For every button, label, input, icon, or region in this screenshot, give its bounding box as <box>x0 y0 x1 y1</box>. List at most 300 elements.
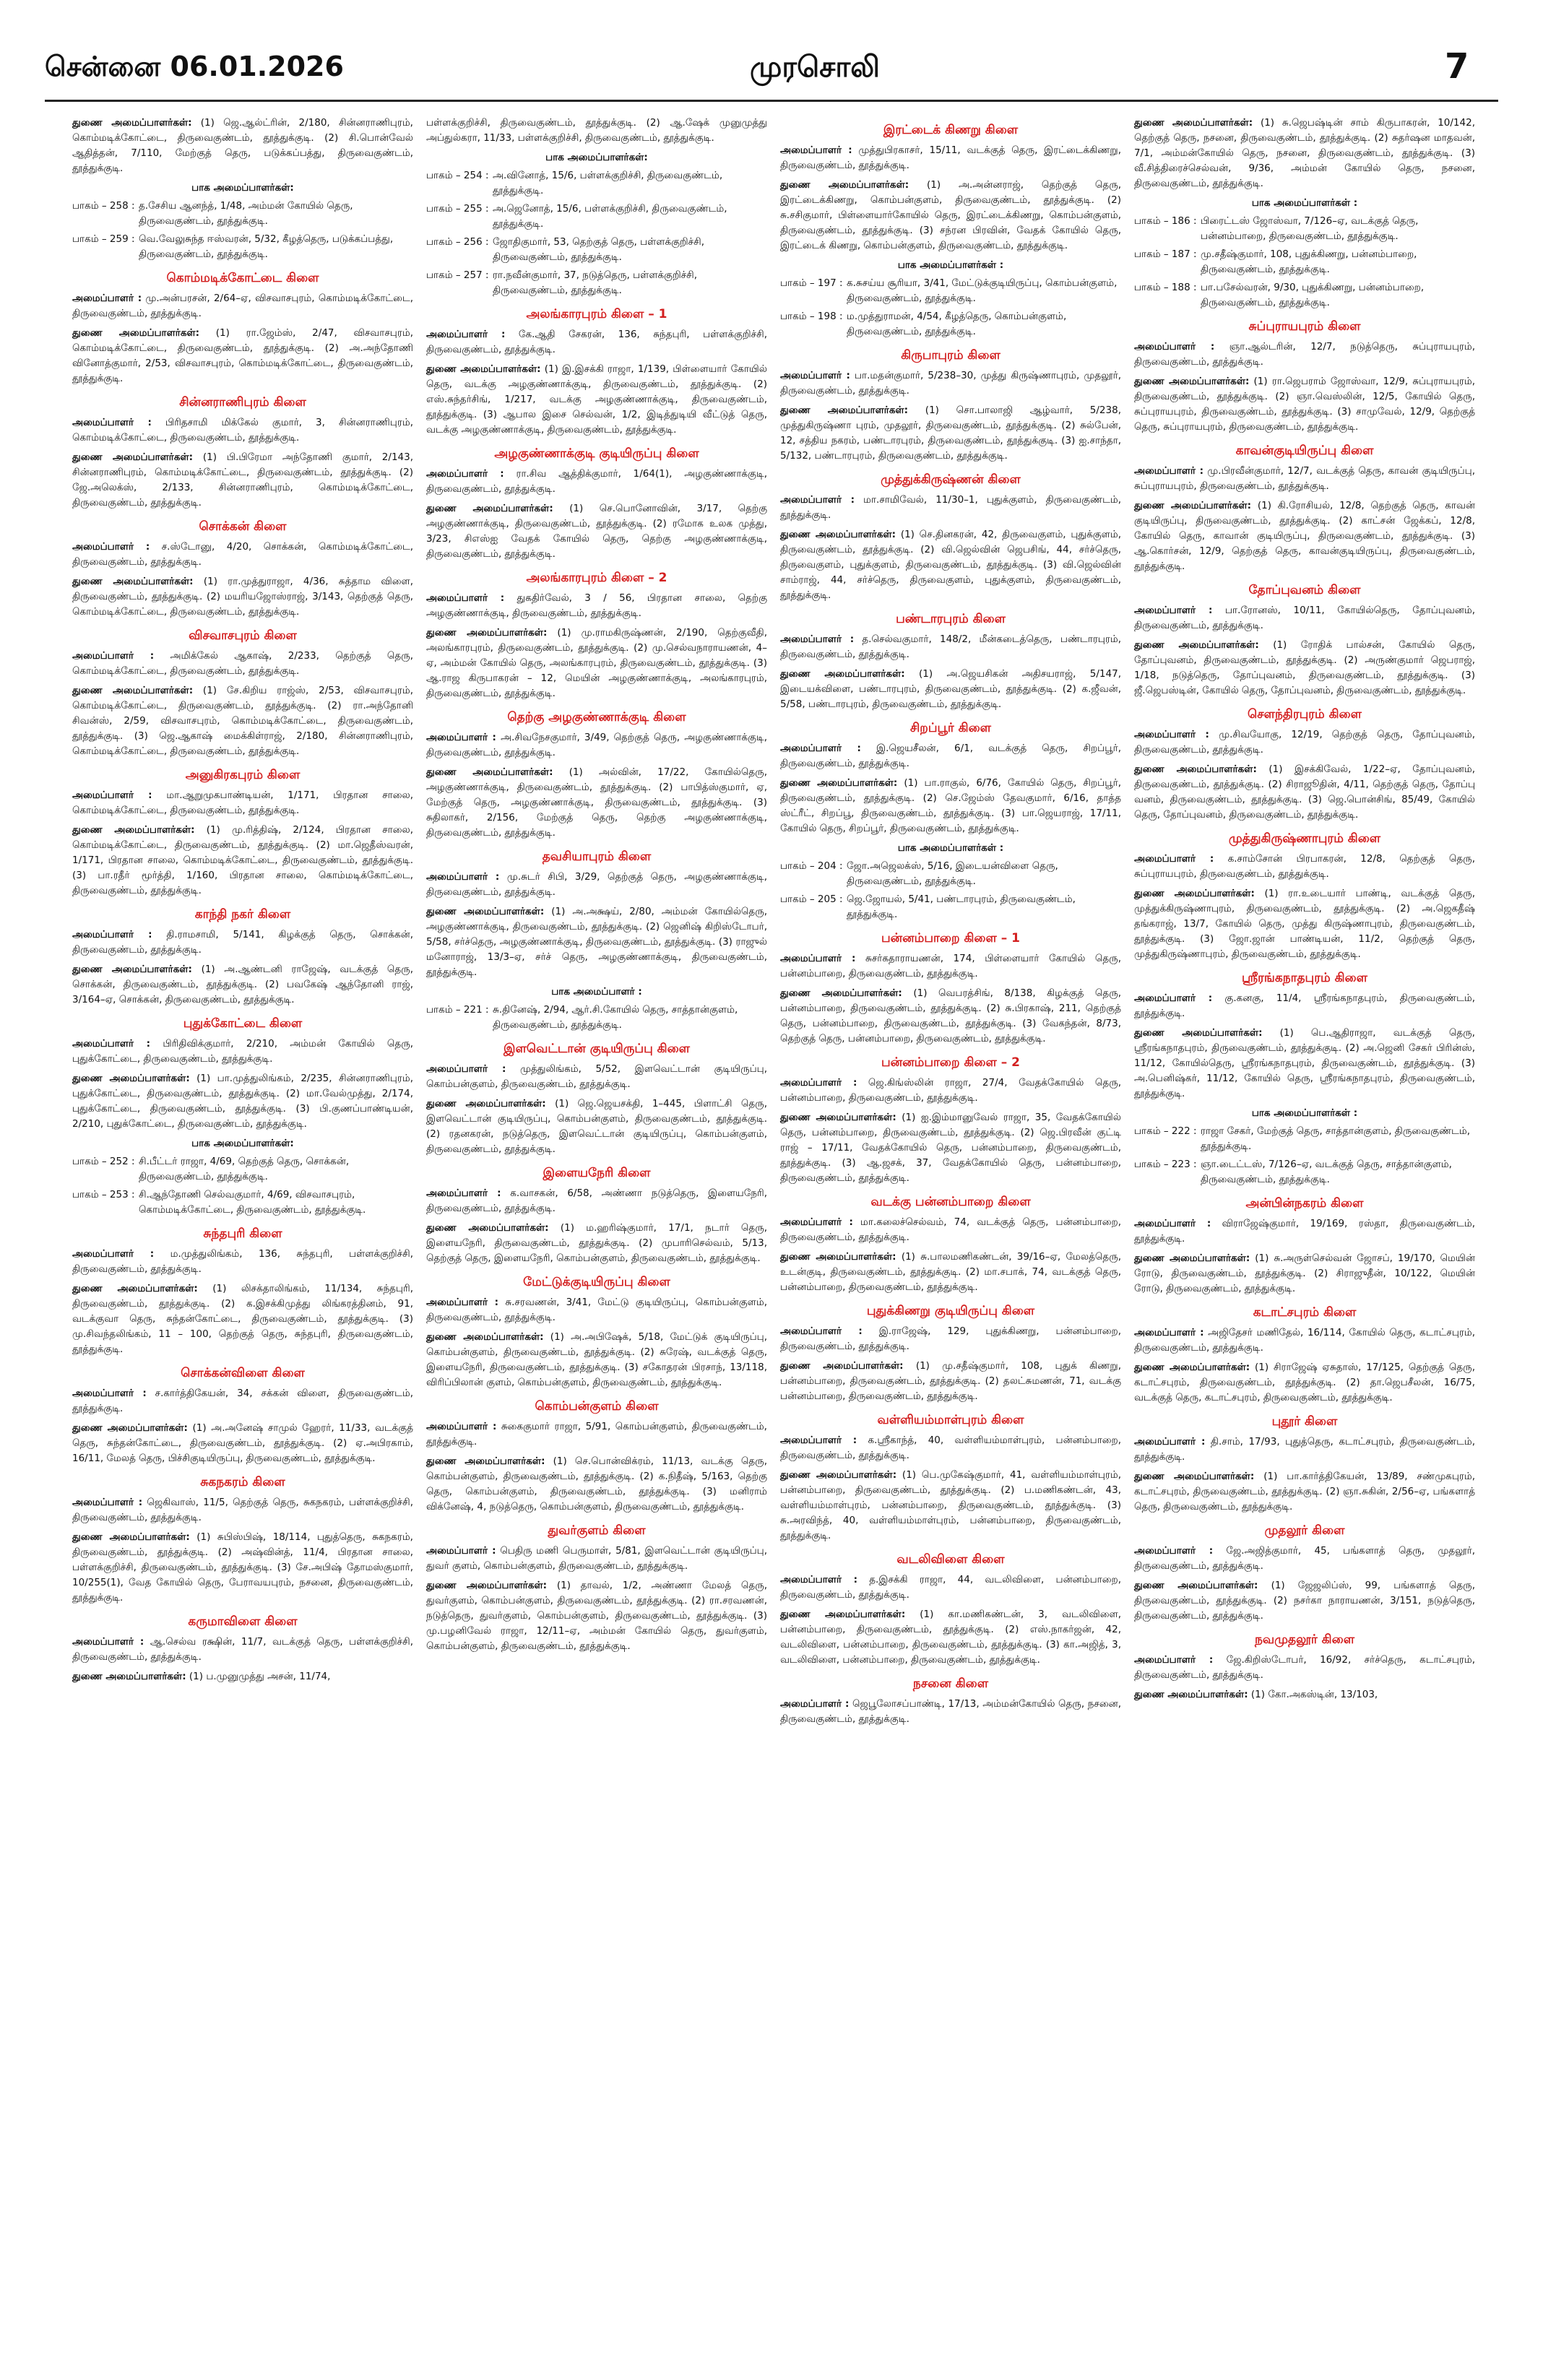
booth-officer: த.சேசிய ஆனந்த், 1/48, அம்மன் கோயில் தெரு, திருவைகுண்டம், தூத்துக்குடி. <box>139 200 353 227</box>
booth-number: பாகம் – 252 : <box>72 1156 135 1167</box>
officer-details: இ.ராஜேஷ், 129, புதுக்கிணறு, பன்னம்பாறை, திருவைகுண்டம், தூத்துக்குடி. <box>780 1325 1121 1352</box>
officer-details: தி.ராமசாமி, 5/141, கிழக்குத் தெரு, சொக்கன், திருவைகுண்டம், தூத்துக்குடி. <box>72 929 413 956</box>
booth-subheading: பாக அமைப்பாளர்கள்: <box>191 182 294 194</box>
officer-details: பிரிதிவிக்குமார், 2/210, அம்மன் கோயில் தெரு, புதுக்கோட்டை, திருவைகுண்டம், தூத்துக்குடி. <box>72 1038 414 1065</box>
officer-details: தி.சாம், 17/93, புதுத்தெரு, கடாட்சபுரம், திருவைகுண்டம், தூத்துக்குடி. <box>1134 1436 1475 1463</box>
role-label: துணை அமைப்பாளர்கள்: <box>780 179 909 191</box>
role-label: துணை அமைப்பாளர்கள்: <box>1134 376 1250 387</box>
role-label: அமைப்பாளர் : <box>780 1077 857 1089</box>
officer-entry <box>1134 498 1475 574</box>
role-label: துணை அமைப்பாளர்கள்: <box>426 503 553 514</box>
role-label: துணை அமைப்பாளர்கள்: <box>426 1580 548 1591</box>
branch-section <box>72 628 413 759</box>
role-label: துணை அமைப்பாளர்கள்: <box>426 1331 544 1343</box>
officer-entry <box>426 1454 767 1515</box>
role-label: அமைப்பாளர் : <box>426 592 505 604</box>
officer-entry <box>72 927 413 958</box>
branch-heading: சுப்புராயபுரம் கிளை <box>1248 319 1361 334</box>
role-label: துணை அமைப்பாளர்கள்: <box>426 363 541 375</box>
officer-entry <box>780 1607 1121 1668</box>
officer-details: (1) அ.அபிஷேக், 5/18, மேட்டுக் குடியிருப்பு, கொம்பன்குளம், திருவைகுண்டம், தூத்துக்குடி. (2) சுரேஷ், வடக்குத் தெரு, இளையநேரி, திருவைகுண்டம், தூத்துக்குடி. (3) சகோதரன் பிரசாந், 13/118, விரிப்பிலான் குளம், கொம்பன்குளம், திருவைகுண்டம், தூத்துக்குடி. <box>426 1331 767 1388</box>
officer-details: ம.முத்துலிங்கம், 136, சுந்தபுரி, பள்ளக்குறிச்சி, திருவைகுண்டம், தூத்துக்குடி. <box>72 1248 413 1275</box>
role-label: அமைப்பாளர் : <box>72 789 152 801</box>
officer-entry <box>426 1186 767 1216</box>
officer-entry <box>1134 1435 1475 1465</box>
branch-heading: கொம்பன்குளம் கிளை <box>535 1399 659 1414</box>
branch-heading: வள்ளியம்மாள்புரம் கிளை <box>877 1413 1024 1427</box>
officer-details: விராஜேஷ்குமார், 19/169, ரஸ்தா, திருவைகுண்டம், தூத்துக்குடி. <box>1134 1218 1476 1245</box>
role-label: அமைப்பாளர் : <box>1134 341 1215 352</box>
booth-number: பாகம் – 258 : <box>72 200 135 212</box>
officer-details: பெதிரு மணி பெருமாள், 5/81, இளவெட்டான் குடியிருப்பு, துவர் குளம், கொம்பன்குளம், திருவைகுண்டம், தூத்துக்குடி. <box>426 1545 767 1572</box>
branch-heading: அழகுண்ணாக்குடி குடியிருப்பு கிளை <box>494 446 699 461</box>
officer-entry <box>780 143 1121 173</box>
officer-details: (1) சு.ஜெபஷ்டின் சாம் கிருபாகரன், 10/142, தெற்குத் தெரு, நசனை, திருவைகுண்டம், தூத்துக்குடி. (2) சுதர்ஷன மாதவன், 7/1, அம்மன்கோயில் தெரு, நசனை, திருவைகுண்டம், தூத்துக்குடி. (3) வீ.சித்திரைச்செல்வன், 9/36, அம்மன் கோயில் தெரு, நசனை, திருவைகுண்டம், தூத்துக்குடி. <box>1134 117 1475 189</box>
branch-section <box>1134 443 1475 574</box>
role-label: துணை அமைப்பாளர்கள்: <box>426 1098 546 1109</box>
officer-details: (1) சிராஜேஷ் ஏசுதாஸ், 17/125, தெற்குத் தெரு, கடாட்சபுரம், திருவைகுண்டம், தூத்துக்குடி. (2) தா.ஜெபசீலன், 16/75, வடக்குத் தெரு, கடாட்சபுரம், திருவைகுண்டம், தூத்துக்குடி. <box>1134 1362 1475 1403</box>
branch-section <box>780 472 1121 603</box>
officer-entry <box>1134 886 1475 962</box>
officer-entry <box>780 632 1121 662</box>
officer-entry <box>72 788 413 818</box>
officer-details: த.செல்வகுமார், 148/2, மீன்கடைத்தெரு, பண்டாரபுரம், திருவைகுண்டம், தூத்துக்குடி. <box>780 633 1121 660</box>
branch-heading: விசவாசபுரம் கிளை <box>189 628 297 643</box>
branch-section <box>1134 1414 1475 1515</box>
role-label: அமைப்பாளர் : <box>780 1325 863 1337</box>
role-label: துணை அமைப்பாளர்கள்: <box>72 1073 190 1084</box>
branch-section <box>1134 1523 1475 1624</box>
officer-details: அஜிதேசர் மணிதேல், 16/114, கோயில் தெரு, கடாட்சபுரம், திருவைகுண்டம், தூத்துக்குடி. <box>1134 1327 1475 1354</box>
officer-entry <box>780 1572 1121 1603</box>
branch-heading: வடக்கு பன்னம்பாறை கிளை <box>870 1195 1031 1209</box>
officer-entry <box>780 667 1121 712</box>
officer-details: (1) அ.அக்ஷய், 2/80, அம்மன் கோயில்தெரு, அழகுண்ணாக்குடி, திருவைகுண்டம், தூத்துக்குடி. (2) ஜெனிஷ் கிறிஸ்டோபர், 5/58, சர்ச்தெரு, அழகுண்ணாக்குடி, திருவைகுண்டம், தூத்துக்குடி. (3) ராஜுல் மனோராஜ், 13/3–ஏ, சர்ச் தெரு, அழகுண்ணாக்குடி, திருவைகுண்டம், தூத்துக்குடி. <box>426 906 768 978</box>
officer-details: (1) சே.கிறிய ராஜ்ஸ், 2/53, விசவாசபுரம், கொம்மடிக்கோட்டை, திருவைகுண்டம், தூத்துக்குடி. (2) ரா.அந்தோனி சிவன்ஸ், 2/59, விசவாசபுரம், கொம்மடிக்கோட்டை, திருவைகுண்டம், தூத்துக்குடி. (3) ஜெ.ஆகாஷ் மைக்கிள்ராஜ், 2/180, சின்னராணிபுரம், கொம்மடிக்கோட்டை, திருவைகுண்டம், தூத்துக்குடி. <box>72 685 413 757</box>
officer-entry <box>72 1037 413 1067</box>
booth-entry <box>780 859 1121 889</box>
branch-heading: காந்தி நகர் கிளை <box>194 907 291 922</box>
branch-heading: கடாட்சபுரம் கிளை <box>1253 1305 1357 1320</box>
branch-heading: கொம்மடிக்கோட்டை கிளை <box>166 271 319 285</box>
officer-details: (1) பா.முத்துலிங்கம், 2/235, சின்னராணிபுரம், புதுக்கோட்டை, திருவைகுண்டம், தூத்துக்குடி. (2) மா.வேல்முத்து, 2/174, புதுக்கோட்டை, திருவைகுண்டம், தூத்துக்குடி. (3) பி.குணப்பாண்டியன், 2/210, புதுக்கோட்டை, திருவைகுண்டம், தூத்துக்குடி. <box>72 1073 413 1130</box>
officer-entry <box>1134 1325 1475 1356</box>
booth-entry <box>72 1154 413 1185</box>
officer-details: (1) அ.அன்னராஜ், தெற்குத் தெரு, இரட்டைக்கிணறு, கொம்பன்குளம், திருவைகுண்டம், தூத்துக்குடி. (2) சு.சசிகுமார், பிள்ளையார்கோயில் தெரு, இரட்டைக்கிணறு, கொம்பன்குளம், திருவைகுண்டம், தூத்துக்குடி. (3) சந்ரன பிரவின், வேதக் கோயில் தெரு, இரட்டைக் கிணறு, கொம்பன்குளம், திருவைகுண்டம், தூத்துக்குடி. <box>780 179 1121 251</box>
role-label: அமைப்பாளர் : <box>426 1063 506 1075</box>
booth-entry <box>780 309 1121 339</box>
booth-number: பாகம் – 253 : <box>72 1189 135 1200</box>
booth-number: பாகம் – 205 : <box>780 893 843 905</box>
officer-entry <box>1134 1026 1475 1102</box>
branch-section <box>1134 971 1475 1187</box>
role-label: துணை அமைப்பாளர்கள்: <box>1134 1252 1250 1264</box>
officer-entry <box>426 327 767 358</box>
officer-entry <box>780 1110 1121 1186</box>
officer-entry <box>426 591 767 621</box>
role-label: துணை அமைப்பாளர்கள்: <box>72 685 194 696</box>
officer-details: அமிக்கேல் ஆகாஷ், 2/233, தெற்குத் தெரு, கொம்மடிக்கோட்டை, திருவைகுண்டம், தூத்துக்குடி. <box>72 650 413 677</box>
role-label: துணை அமைப்பாளர்கள்: <box>426 766 553 778</box>
officer-details: ஆ.செல்வ ரக்ஷின், 11/7, வடக்குத் தெரு, பள்ளக்குறிச்சி, திருவைகுண்டம், தூத்துக்குடி. <box>72 1636 414 1663</box>
role-label: அமைப்பாளர் : <box>426 329 506 340</box>
branch-heading: அலங்காரபுரம் கிளை – 1 <box>526 307 667 321</box>
role-label: துணை அமைப்பாளர்கள்: <box>72 1671 186 1682</box>
officer-entry <box>426 1578 767 1654</box>
role-label: துணை அமைப்பாளர்கள்: <box>1134 117 1253 129</box>
role-label: அமைப்பாளர் : <box>72 1248 155 1260</box>
officer-entry <box>1134 1544 1475 1574</box>
officer-details: (1) மு.ராமகிருஷ்ணன், 2/190, தெற்குவீதி, அலங்காரபுரம், திருவைகுண்டம், தூத்துக்குடி. (2) மு.செல்வநாராயணன், 4–ஏ, அம்மன் கோயில் தெரு, அலங்காரபுரம், திருவைகுண்டம், தூத்துக்குடி. (3) ஆ.ராஜ கிருபாகரன் – 12, மெயின் அழகுண்ணாக்குடி, அலங்காரபுரம், திருவைகுண்டம், தூத்துக்குடி. <box>426 627 767 699</box>
officer-details: மு.சிவயோகு, 12/19, தெற்குத் தெரு, தோப்புவனம், திருவைகுண்டம், தூத்துக்குடி. <box>1134 729 1476 756</box>
booth-officer: ராஜா சேகர், மேற்குத் தெரு, சாத்தான்குளம், திருவைகுண்டம், தூத்துக்குடி. <box>1201 1125 1471 1152</box>
officer-details: மு.பிரவீன்குமார், 12/7, வடக்குத் தெரு, காவன் குடியிருப்பு, சுப்புராயபுரம், திருவைகுண்டம், தூத்துக்குடி. <box>1134 465 1475 492</box>
officer-details: பள்ளக்குறிச்சி, திருவைகுண்டம், தூத்துக்குடி. (2) ஆ.ஷேக் முனுமுத்து அப்துல்கரா, 11/33, பள்ளக்குறிச்சி, திருவைகுண்டம், தூத்துக்குடி. <box>426 117 767 144</box>
booth-subheading: பாக அமைப்பாளர்கள் : <box>1251 1107 1358 1119</box>
officer-details: கு.கனகு, 11/4, ஸ்ரீரங்கநாதபுரம், திருவைகுண்டம், தூத்துக்குடி. <box>1134 992 1475 1019</box>
column-2 <box>426 116 767 1663</box>
branch-section <box>72 395 413 511</box>
officer-details: (1) இசக்கிவேல், 1/22–ஏ, தோப்புவனம், திருவைகுண்டம், தூத்துக்குடி. (2) சிராஜூதின், 4/11, தெற்குத் தெரு, தோப்பு வனம், திருவைகுண்டம், தூத்துக்குடி. (3) ஜெ.பொன்சிங், 85/49, கோயில் தெரு, தோப்புவனம், திருவைகுண்டம், தூத்துக்குடி. <box>1134 763 1475 821</box>
officer-entry <box>72 1281 413 1357</box>
role-label: அமைப்பாளர் : <box>780 1574 858 1585</box>
branch-heading: புதுக்கிணறு குடியிருப்பு கிளை <box>866 1304 1035 1318</box>
officer-details: ச.கார்த்திகேயன், 34, சக்கன் விளை, திருவைகுண்டம், தூத்துக்குடி. <box>72 1388 413 1414</box>
officer-entry <box>1134 374 1475 435</box>
officer-details: சு.சரவணன், 3/41, மேட்டு குடியிருப்பு, கொம்பன்குளம், திருவைகுண்டம், தூத்துக்குடி. <box>426 1297 768 1323</box>
booth-entry <box>72 199 413 229</box>
booth-officer: ஜோ.அஜெலக்ஸ், 5/16, இடையன்விளை தெரு, திருவைகுண்டம், தூத்துக்குடி. <box>847 860 1058 887</box>
branch-section <box>1134 707 1475 823</box>
branch-section <box>426 1275 767 1390</box>
officer-entry <box>1134 991 1475 1021</box>
officer-details: முத்துபிரகாசர், 15/11, வடக்குத் தெரு, இரட்டைக்கிணறு, திருவைகுண்டம், தூத்துக்குடி. <box>780 144 1121 171</box>
officer-details: மா.கலைச்செல்வம், 74, வடக்குத் தெரு, பன்னம்பாறை, திருவைகுண்டம், தூத்துக்குடி. <box>780 1216 1121 1243</box>
role-label: துணை அமைப்பாளர்கள்: <box>1134 1471 1255 1482</box>
officer-details: (1) ஐ.இம்மானுவேல் ராஜா, 35, வேதக்கோயில் தெரு, பன்னம்பாறை, திருவைகுண்டம், தூத்துக்குடி. (2) ஜெ.பிரவீன் குட்டி ராஜ் – 17/11, வேதக்கோயில் தெரு, பன்னம்பாறை, திருவைகுண்டம், தூத்துக்குடி. (3) ஆ.ஜசக், 37, வேதக்கோயில் தெரு, பன்னம்பாறை, திருவைகுண்டம், தூத்துக்குடி. <box>780 1112 1121 1184</box>
officer-details: மு.சுடர் சிபி, 3/29, தெற்குத் தெரு, அழகுண்ணாக்குடி, திருவைகுண்டம், தூத்துக்குடி. <box>426 871 768 898</box>
officer-entry <box>1134 762 1475 823</box>
branch-heading: இரட்டைக் கிணறு கிளை <box>883 123 1019 137</box>
role-label: அமைப்பாளர் : <box>72 1388 147 1399</box>
branch-section <box>72 1475 413 1606</box>
branch-heading: முதலூர் கிளை <box>1264 1523 1345 1538</box>
branch-section <box>426 307 767 438</box>
newspaper-title: முரசொலி <box>750 51 880 84</box>
role-label: அமைப்பாளர் : <box>1134 465 1204 477</box>
officer-details: ஜே.கிறிஸ்டோபர், 16/92, சர்ச்தெரு, கடாட்சபுரம், திருவைகுண்டம், தூத்துக்குடி. <box>1134 1654 1475 1681</box>
officer-details: மு.அன்பரசன், 2/64–ஏ, விசவாசபுரம், கொம்மடிக்கோட்டை, திருவைகுண்டம், தூத்துக்குடி. <box>72 293 413 319</box>
officer-details: (1) செ.தினகரன், 42, திருவைகுளம், புதுக்குளம், திருவைகுண்டம், தூத்துக்குடி. (2) வி.ஜெல்வின் ஜெபசிங், 44, சர்ச்தெரு, திருவைகுளம், புதுக்குளம், திருவைகுண்டம், தூத்துக்குடி. (3) வி.ஜெல்வின் சாம்ராஜ், 44, சர்ச்தெரு, திருவைகுளம், புதுக்குளம், திருவைகுண்டம், தூத்துக்குடி. <box>780 529 1121 601</box>
branch-section <box>426 446 767 562</box>
branch-section <box>426 116 767 298</box>
officer-entry <box>426 1419 767 1450</box>
column-1 <box>72 116 413 1693</box>
branch-heading: இளவெட்டான் குடியிருப்பு கிளை <box>503 1042 691 1056</box>
booth-number: பாகம் – 223 : <box>1134 1159 1197 1170</box>
officer-entry <box>426 1330 767 1390</box>
branch-heading: சொக்கன்விளை கிளை <box>181 1366 305 1380</box>
officer-entry <box>1134 727 1475 758</box>
booth-officer: ரா.நவீன்குமார், 37, நடுத்தெரு, பள்ளக்குறிச்சி, திருவைகுண்டம், தூத்துக்குடி. <box>493 269 698 296</box>
role-label: துணை அமைப்பாளர்கள்: <box>72 576 194 587</box>
branch-section <box>1134 831 1475 962</box>
branch-heading: ஸ்ரீரங்கநாதபுரம் கிளை <box>1242 971 1367 985</box>
branch-section <box>1134 319 1475 435</box>
booth-number: பாகம் – 259 : <box>72 233 135 245</box>
officer-details: முத்துலிங்கம், 5/52, இளவெட்டான் குடியிருப்பு, கொம்பன்குளம், திருவைகுண்டம், தூத்துக்குடி. <box>426 1063 768 1090</box>
booth-subheading: பாக அமைப்பாளர்கள்: <box>191 1138 294 1149</box>
branch-heading: சின்னராணிபுரம் கிளை <box>179 395 306 410</box>
officer-entry <box>72 683 413 759</box>
role-label: துணை அமைப்பாளர்கள்: <box>72 1422 188 1434</box>
officer-entry <box>426 1295 767 1325</box>
officer-details: (1) ரோதிக் பால்சன், கோயில் தெரு, தோப்புவனம், திருவைகுண்டம், தூத்துக்குடி. (2) அருண்குமார் ஜெபராஜ், 1/18, நடுத்தெரு, தோப்புவனம், திருவைகுண்டம், தூத்துக்குடி. (3) ஜீ.ஜெபஸ்டின், கோயில் தெரு, தோப்புவனம், திருவைகுண்டம், தூத்துக்குடி. <box>1134 639 1475 696</box>
branch-section <box>780 1676 1121 1727</box>
officer-details: பிரிதசாமி மிக்கேல் குமார், 3, சின்னராணிபுரம், கொம்மடிக்கோட்டை, திருவைகுண்டம், தூத்துக்குடி. <box>72 417 413 443</box>
officer-entry <box>1134 638 1475 698</box>
role-label: துணை அமைப்பாளர்கள்: <box>780 987 902 999</box>
officer-entry <box>780 1359 1121 1404</box>
branch-heading: சொக்கன் கிளை <box>199 519 287 534</box>
branch-section <box>780 1304 1121 1404</box>
officer-details: இ.ஜெயசீலன், 6/1, வடக்குத் தெரு, சிறப்பூர், திருவைகுண்டம், தூத்துக்குடி. <box>780 743 1121 769</box>
branch-heading: அனுகிரகபுரம் கிளை <box>185 768 301 782</box>
branch-heading: கிருபாபுரம் கிளை <box>901 348 1000 363</box>
branch-heading: முத்துகிருஷ்ணாபுரம் கிளை <box>1228 831 1381 846</box>
role-label: அமைப்பாளர் : <box>780 743 861 754</box>
role-label: அமைப்பாளர் : <box>1134 992 1213 1004</box>
masthead <box>0 0 1543 87</box>
officer-entry <box>426 765 767 841</box>
officer-details: (1) ப.முனுமுத்து அசன், 11/74, <box>189 1671 331 1682</box>
branch-heading: மேட்டுக்குடியிருப்பு கிளை <box>523 1275 670 1289</box>
booth-number: பாகம் – 257 : <box>426 269 489 281</box>
booth-subheading: பாக அமைப்பாளர் : <box>551 986 642 998</box>
branch-heading: இளையநேரி கிளை <box>543 1166 651 1180</box>
officer-details: ஜெகிவாஸ், 11/5, தெற்குத் தெரு, சுகநகரம், பள்ளக்குறிச்சி, திருவைகுண்டம், தூத்துக்குடி. <box>72 1497 414 1523</box>
officer-entry <box>426 501 767 562</box>
branch-section <box>72 1226 413 1357</box>
booth-entry <box>1134 280 1475 311</box>
booth-officer: க.சுசய்ய சூரியா, 3/41, மேட்டுக்குடியிருப்பு, கொம்பன்குளம், திருவைகுண்டம், தூத்துக்குடி. <box>847 277 1118 304</box>
officer-details: (1) பா.கார்த்திகேயன், 13/89, சண்முகபுரம், கடாட்சபுரம், திருவைகுண்டம், தூத்துக்குடி. (2) ஞா.சுகின், 2/56–ஏ, பங்களாத் தெரு, திருவைகுண்டம், தூத்துக்குடி. <box>1134 1471 1475 1513</box>
officer-entry <box>780 368 1121 399</box>
booth-number: பாகம் – 198 : <box>780 311 843 322</box>
officer-details: (1) ஜெ.ஜெயசக்தி, 1–445, பிளாட்சி தெரு, இளவெட்டான் குடியிருப்பு, கொம்பன்குளம், திருவைகுண்டம், தூத்துக்குடி. (2) ரதனகரன், நடுத்தெரு, இளவெட்டான் குடியிருப்பு, கொம்பன்குளம், திருவைகுண்டம், தூத்துக்குடி. <box>426 1098 767 1155</box>
officer-details: (1) பி.பிரேமா அந்தோணி குமார், 2/143, சின்னராணிபுரம், கொம்மடிக்கோட்டை, திருவைகுண்டம், தூத்துக்குடி. (2) ஜே.அலெக்ஸ், 2/133, சின்னராணிபுரம், கொம்மடிக்கோட்டை, திருவைகுண்டம், தூத்துக்குடி. <box>72 451 413 509</box>
officer-details: மா.ஆறுமுகபாண்டியன், 1/171, பிரதான சாலை, கொம்மடிக்கோட்டை, திருவைகுண்டம், தூத்துக்குடி. <box>72 789 414 816</box>
officer-entry <box>72 326 413 386</box>
role-label: அமைப்பாளர் : <box>426 1421 497 1432</box>
branch-section <box>72 1614 413 1684</box>
branch-section <box>780 931 1121 1047</box>
branch-heading: துவர்குளம் கிளை <box>548 1523 646 1538</box>
role-label: அமைப்பாளர் : <box>1134 1654 1214 1666</box>
branch-section <box>780 612 1121 712</box>
officer-details: பா.ரோனஸ், 10/11, கோயில்தெரு, தோப்புவனம், திருவைகுண்டம், தூத்துக்குடி. <box>1134 605 1475 631</box>
officer-details: (1) பெ.முகேஷ்குமார், 41, வள்ளியம்மாள்புரம், பன்னம்பாறை, திருவைகுண்டம், தூத்துக்குடி. (2) ப.மணிகண்டன், 43, வள்ளியம்மாள்புரம், பன்னம்பாறை, திருவைகுண்டம், தூத்துக்குடி. (3) சு.அரவிந்த், 40, வள்ளியம்மாள்புரம், பன்னம்பாறை, திருவைகுண்டம், தூத்துக்குடி. <box>780 1469 1121 1541</box>
officer-entry <box>426 1096 767 1157</box>
officer-entry <box>426 116 767 146</box>
officer-details: (1) பெ.ஆதிராஜா, வடக்குத் தெரு, ஸ்ரீரங்கநாதபுரம், திருவைகுண்டம், தூத்துக்குடி. (2) அ.ஜெனி சேகர் பிரின்ஸ், 11/12, கோயில்தெரு, ஸ்ரீரங்கநாதபுரம், திருவைகுண்டம், தூத்துக்குடி. (3) அ.பெனிஷ்கர், 11/12, கோயில் தெரு, ஸ்ரீரங்கநாதபுரம், திருவைகுண்டம், தூத்துக்குடி. <box>1134 1027 1475 1099</box>
officer-details: ஜெபூலோசப்பாண்டி, 17/13, அம்மன்கோயில் தெரு, நசனை, திருவைகுண்டம், தூத்துக்குடி. <box>780 1698 1121 1725</box>
officer-entry <box>72 649 413 679</box>
role-label: அமைப்பாளர் : <box>426 1297 499 1308</box>
booth-officer: அ.வினோத், 15/6, பள்ளக்குறிச்சி, திருவைகுண்டம், தூத்துக்குடி. <box>493 170 723 196</box>
officer-details: க.சாம்சோன் பிரபாகரன், 12/8, தெற்குத் தெரு, சுப்புராயபுரம், திருவைகுண்டம், தூத்துக்குடி. <box>1134 853 1475 880</box>
branch-section <box>780 721 1121 922</box>
officer-entry <box>1134 852 1475 882</box>
branch-heading: முத்துக்கிருஷ்ணன் கிளை <box>881 472 1021 487</box>
officer-details: (1) சுபிஸ்பிஷ், 18/114, புதுத்தெரு, சுகநகரம், திருவைகுண்டம், தூத்துக்குடி. (2) அஷ்வின்த், 11/4, பிரதான சாலை, பள்ளக்குறிச்சி, திருவைகுண்டம், தூத்துக்குடி. (3) சே.அபிஷ் தோமஸ்குமார், 10/255(1), வேத கோயில் தெரு, பேராவயபுரம், நசனை, திருவைகுண்டம், தூத்துக்குடி. <box>72 1531 413 1604</box>
officer-entry <box>1134 464 1475 494</box>
officer-details: க.வாசகன், 6/58, அண்ணா நடுத்தெரு, இளையநேரி, திருவைகுண்டம், தூத்துக்குடி. <box>426 1187 767 1214</box>
branch-heading: நவமுதலூர் கிளை <box>1254 1632 1355 1647</box>
role-label: அமைப்பாளர் : <box>72 1497 143 1508</box>
officer-details: (1) பா.ராகுல், 6/76, கோயில் தெரு, சிறப்பூர், திருவைகுண்டம், தூத்துக்குடி. (2) செ.ஜேம்ஸ் தேவகுமார், 6/16, தாத்த ஸ்ட்ரீட், சிறப்பூ, திருவைகுண்டம், தூத்துக்குடி. (3) பா.ஜெயராஜ், 17/11, கோயில் தெரு, சிறப்பூர், திருவைகுண்டம், தூத்துக்குடி. <box>780 777 1121 834</box>
branch-heading: தெற்கு அழகுண்ணாக்குடி கிளை <box>507 710 686 724</box>
officer-entry <box>72 116 413 176</box>
role-label: அமைப்பாளர் : <box>1134 1436 1206 1448</box>
booth-entry <box>780 892 1121 922</box>
officer-entry <box>72 1530 413 1606</box>
branch-heading: தோப்புவனம் கிளை <box>1248 583 1361 597</box>
role-label: அமைப்பாளர் : <box>1134 1327 1204 1338</box>
booth-number: பாகம் – 256 : <box>426 236 489 248</box>
officer-entry <box>780 493 1121 523</box>
role-label: அமைப்பாளர் : <box>1134 1545 1214 1557</box>
branch-heading: பன்னம்பாறை கிளை – 1 <box>881 931 1020 945</box>
branch-heading: சுந்தபுரி கிளை <box>203 1226 282 1241</box>
officer-entry <box>1134 1687 1475 1702</box>
officer-details: (1) அ.அனேஷ் சாமுல் ஹேரர், 11/33, வடக்குத் தெரு, சுந்தன்கோட்டை, திருவைகுண்டம், தூத்துக்குடி. (2) ஏ.அபிரகாம், 16/11, மேலத் தெரு, பிச்சிகுடியிருப்பு, திருவைகுண்டம், தூத்துக்குடி. <box>72 1422 413 1464</box>
header-rule <box>45 100 1498 102</box>
officer-details: பா.மதன்குமார், 5/238–30, முத்து கிருஷ்ணாபுரம், முதலூர், திருவைகுண்டம், தூத்துக்குடி. <box>780 370 1122 397</box>
booth-entry <box>72 232 413 262</box>
role-label: துணை அமைப்பாளர்கள்: <box>1134 1027 1263 1039</box>
role-label: அமைப்பாளர் : <box>72 650 155 662</box>
branch-heading: புதூர் கிளை <box>1271 1414 1338 1429</box>
branch-section <box>426 571 767 701</box>
booth-entry <box>1134 214 1475 244</box>
officer-details: (1) ஜெ.ஆல்ட்ரின், 2/180, சின்னராணிபுரம், கொம்மடிக்கோட்டை, திருவைகுண்டம், தூத்துக்குடி. (2) சி.பொன்வேல் ஆதித்தன், 7/110, மேற்குத் தெரு, படுக்கப்பத்து, திருவைகுண்டம், தூத்துக்குடி. <box>72 117 413 174</box>
role-label: துணை அமைப்பாளர்கள்: <box>780 777 898 789</box>
branch-section <box>426 1399 767 1515</box>
officer-details: (1) செ.பொனோவின், 3/17, தெற்கு அழகுண்ணாக்குடி, திருவைகுண்டம், தூத்துக்குடி. (2) ரமோக உலக முத்து, 3/23, சிஎஸ்ஐ வேதக் கோயில் தெரு, தெற்கு அழகுண்ணாக்குடி, திருவைகுண்டம், தூத்துக்குடி. <box>426 503 767 560</box>
branch-section <box>426 1523 767 1654</box>
officer-details: (1) சு.அருள்செல்வன் ஜோசப், 19/170, மெயின் ரோடு, திருவைகுண்டம், தூத்துக்குடி. (2) சிராஜுதீன், 10/122, மெயின் ரோடு, திருவைகுண்டம், தூத்துக்குடி. <box>1134 1252 1475 1294</box>
officer-entry <box>72 823 413 899</box>
officer-entry <box>1134 1469 1475 1515</box>
officer-entry <box>780 951 1121 982</box>
role-label: அமைப்பாளர் : <box>426 1187 501 1199</box>
officer-details: மா.சாமிவேல், 11/30–1, புதுக்குளம், திருவைகுண்டம், தூத்துக்குடி. <box>780 494 1121 521</box>
officer-entry <box>72 1495 413 1526</box>
role-label: துணை அமைப்பாளர்கள்: <box>1134 763 1257 775</box>
officer-entry <box>780 1324 1121 1354</box>
officer-details: துகதிர்வேல், 3 / 56, பிரதான சாலை, தெற்கு அழகுண்ணாக்குடி, திருவைகுண்டம், தூத்துக்குடி. <box>426 592 768 619</box>
branch-heading: அலங்காரபுரம் கிளை – 2 <box>526 571 667 585</box>
officer-entry <box>72 1635 413 1665</box>
booth-number: பாகம் – 186 : <box>1134 215 1197 227</box>
officer-details: (1) வெபரத்சிங், 8/138, கிழக்குத் தெரு, பன்னம்பாறை, திருவைகுண்டம், தூத்துக்குடி. (2) சு.பிரகாஷ், 211, தெற்குத் தெரு, பன்னம்பாறை, திருவைகுண்டம், தூத்துக்குடி. (3) வேகந்தன், 8/73, தெற்குத் தெரு, பன்னம்பாறை, திருவைகுண்டம், தூத்துக்குடி. <box>780 987 1121 1044</box>
officer-entry <box>780 403 1121 464</box>
booth-officer: சி.பீட்டர் ராஜா, 4/69, தெற்குத் தெரு, சொக்கன், திருவைகுண்டம், தூத்துக்குடி. <box>139 1156 350 1182</box>
branch-section <box>780 1413 1121 1544</box>
role-label: துணை அமைப்பாளர்கள்: <box>72 1531 190 1543</box>
branch-section <box>780 1552 1121 1668</box>
booth-officer: சு.தினேஷ், 2/94, ஆர்.சி.கோயில் தெரு, சாத்தான்குளம், திருவைகுண்டம், தூத்துக்குடி. <box>493 1004 738 1031</box>
role-label: அமைப்பாளர் : <box>72 293 142 304</box>
booth-officer: சி.ஆந்தோணி செல்வகுமார், 4/69, விசவாசபுரம், கொம்மடிக்கோட்டை, திருவைகுண்டம், தூத்துக்குடி. <box>139 1189 366 1216</box>
officer-entry <box>72 450 413 511</box>
role-label: அமைப்பாளர் : <box>1134 1218 1211 1229</box>
branch-heading: சுகநகரம் கிளை <box>200 1475 285 1489</box>
officer-entry <box>1134 1360 1475 1406</box>
officer-entry <box>426 870 767 900</box>
branch-heading: தவசியாபுரம் கிளை <box>542 849 652 864</box>
branch-section <box>72 271 413 386</box>
booth-subheading: பாக அமைப்பாளர்கள் : <box>897 259 1004 271</box>
branch-section <box>72 519 413 620</box>
column-4 <box>1134 116 1475 1711</box>
branch-heading: சிறப்பூர் கிளை <box>909 721 992 735</box>
branch-section <box>72 907 413 1008</box>
officer-details: (1) அ.ஆண்டனி ராஜேஷ், வடக்குத் தெரு, சொக்கன், திருவைகுண்டம், தூத்துக்குடி. (2) பவகேஷ் ஆந்தோனி ராஜ், 3/164–ஏ, சொக்கன், திருவைகுண்டம், தூத்துக்குடி. <box>72 964 413 1005</box>
officer-details: (1) அல்வின், 17/22, கோயில்தெரு, அழகுண்ணாக்குடி, திருவைகுண்டம், தூத்துக்குடி. (2) பாபித்ஸ்குமார், ஏ, மேற்குத் தெரு, அழகுண்ணாக்குடி, திருவைகுண்டம், தூத்துக்குடி. (3) சுதிலாகர், 2/156, மேற்குத் தெரு, தெற்கு அழகுண்ணாக்குடி, திருவைகுண்டம், தூத்துக்குடி. <box>426 766 767 839</box>
booth-officer: வெ.வேலுசுந்த ஈஸ்வரன், 5/32, கீழத்தெரு, படுக்கப்பத்து, திருவைகுண்டம், தூத்துக்குடி. <box>139 233 394 260</box>
role-label: அமைப்பாளர் : <box>426 1545 496 1557</box>
officer-entry <box>780 741 1121 771</box>
booth-officer: பிரைட்டஸ் ஜோஸ்வா, 7/126–ஏ, வடக்குத் தெரு, பன்னம்பாறை, திருவைகுண்டம், தூத்துக்குடி. <box>1201 215 1419 242</box>
role-label: அமைப்பாளர் : <box>426 468 504 480</box>
role-label: துணை அமைப்பாளர்கள்: <box>1134 1580 1258 1591</box>
page-number: 7 <box>1445 46 1469 87</box>
booth-entry <box>426 168 767 199</box>
branch-heading: நசனை கிளை <box>912 1676 989 1691</box>
role-label: துணை அமைப்பாளர்கள்: <box>780 1251 896 1263</box>
role-label: அமைப்பாளர் : <box>780 1216 853 1228</box>
role-label: அமைப்பாளர் : <box>72 929 152 940</box>
officer-entry <box>72 574 413 620</box>
officer-entry <box>780 1250 1121 1295</box>
booth-officer: மு.சதீஷ்குமார், 108, புதுக்கிணறு, பன்னம்பாறை, திருவைகுண்டம், தூத்துக்குடி. <box>1201 248 1417 275</box>
officer-details: (1) மு.சதீஷ்குமார், 108, புதுக் கிணறு, பன்னம்பாறை, திருவைகுண்டம், தூத்துக்குடி. (2) தலட்சுமணன், 71, வடக்கு பன்னம்பாறை, திருவைகுண்டம், தூத்துக்குடி. <box>780 1360 1122 1402</box>
role-label: துணை அமைப்பாளர்கள்: <box>1134 639 1259 651</box>
branch-heading: அன்பின்நகரம் கிளை <box>1245 1196 1364 1211</box>
officer-details: (1) ரா.ஜேம்ஸ், 2/47, விசவாசபுரம், கொம்மடிக்கோட்டை, திருவைகுண்டம், தூத்துக்குடி. (2) அ.அந்தோணி வினோத்குமார், 2/53, விசவாசபுரம், கொம்மடிக்கோட்டை, திருவைகுண்டம், தூத்துக்குடி. <box>72 327 413 384</box>
booth-number: பாகம் – 255 : <box>426 203 489 215</box>
role-label: அமைப்பாளர் : <box>1134 853 1214 865</box>
branch-heading: வடலிவிளை கிளை <box>896 1552 1005 1567</box>
role-label: துணை அமைப்பாளர்கள்: <box>1134 1362 1250 1373</box>
booth-entry <box>1134 247 1475 277</box>
branch-heading: காவன்குடியிருப்பு கிளை <box>1235 443 1374 458</box>
role-label: துணை அமைப்பாளர்கள்: <box>426 906 545 917</box>
officer-entry <box>72 1421 413 1466</box>
officer-details: (1) செ.பொன்விக்ரம், 11/13, வடக்கு தெரு, கொம்பன்குளம், திருவைகுண்டம், தூத்துக்குடி. (2) க.நிதீஷ், 5/163, தெற்கு தெரு, கொம்பன்குளம், திருவைகுண்டம், தூத்துக்குடி. (3) மனிராம் விக்னேஷ், 4, நடுத்தெரு, கொம்பன்குளம், திருவைகுண்டம், தூத்துக்குடி. <box>426 1455 767 1513</box>
officer-details: ச.ஸ்டோனு, 4/20, சொக்கன், கொம்மடிக்கோட்டை, திருவைகுண்டம், தூத்துக்குடி. <box>72 541 414 568</box>
officer-entry <box>1134 1653 1475 1683</box>
booth-number: பாகம் – 222 : <box>1134 1125 1197 1137</box>
officer-details: சுசர்கதாராயணன், 174, பிள்ளையார் கோயில் தெரு, பன்னம்பாறை, திருவைகுண்டம், தூத்துக்குடி. <box>780 953 1121 979</box>
officer-entry <box>1134 116 1475 191</box>
officer-details: (1) ரா.முத்துராஜா, 4/36, சுத்தாம விளை, திருவைகுண்டம், தூத்துக்குடி. (2) மயரியஜோஸ்ராஜ், 3/143, தெற்குத் தெரு, கொம்மடிக்கோட்டை, திருவைகுண்டம், தூத்துக்குடி. <box>72 576 413 618</box>
role-label: அமைப்பாளர் : <box>72 1636 144 1648</box>
officer-details: த.இசக்கி ராஜா, 44, வடலிவிளை, பன்னம்பாறை, திருவைகுண்டம், தூத்துக்குடி. <box>780 1574 1121 1601</box>
officer-entry <box>426 1062 767 1092</box>
